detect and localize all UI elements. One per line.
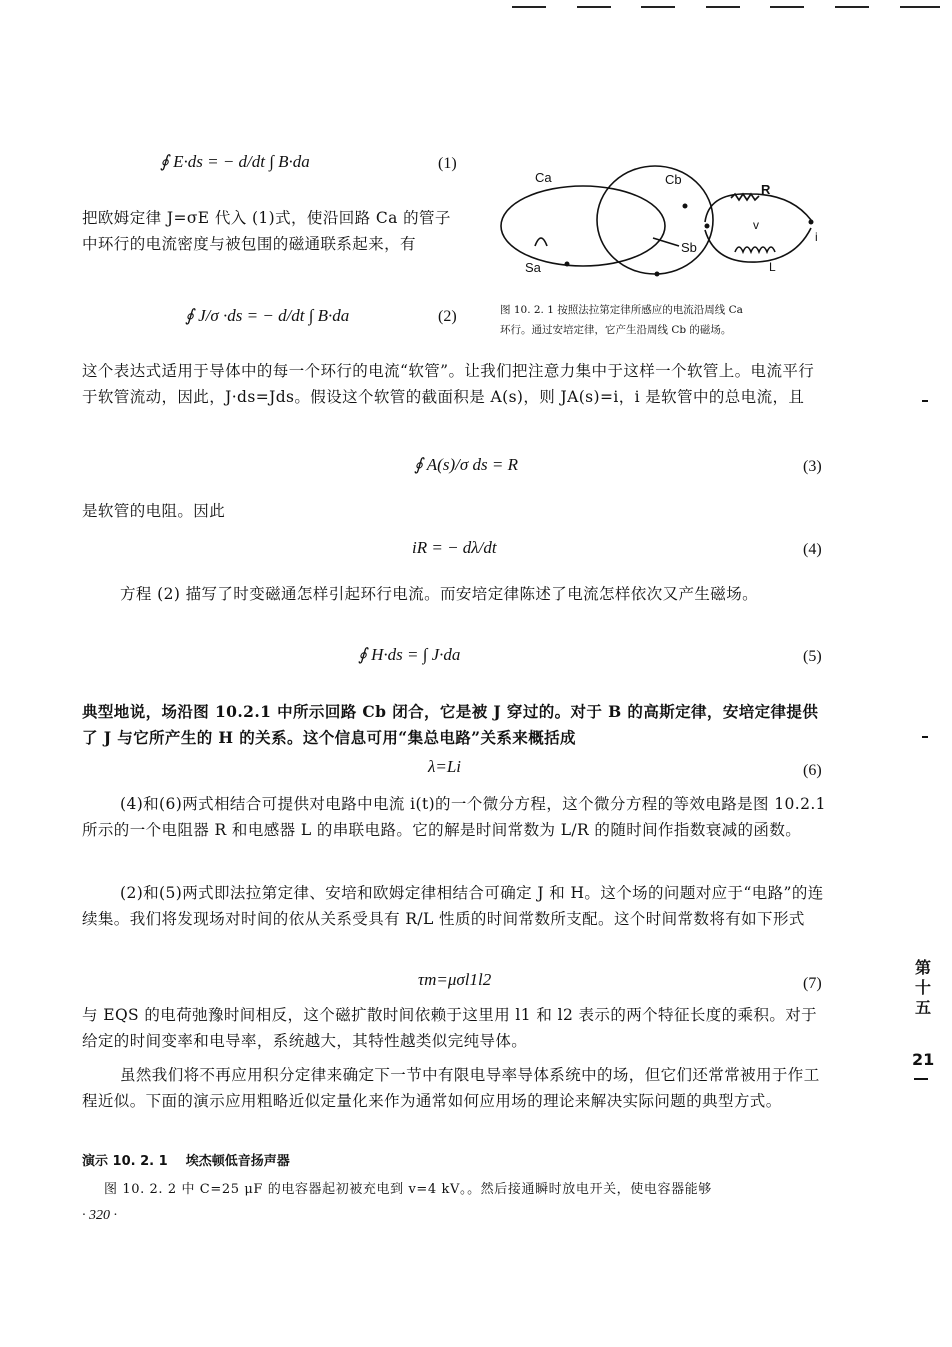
demo-text: 图 10. 2. 2 中 C=25 μF 的电容器起初被充电到 v=4 kV。。然后接通瞬时放电开关，使电容器能够 (104, 1182, 712, 1197)
page-number: · 320 · (82, 1208, 117, 1223)
paragraph-4: 方程 (2) 描写了时变磁通怎样引起环行电流。而安培定律陈述了电流怎样依次又产生磁场。 (120, 585, 759, 603)
equation-1-number: (1) (438, 155, 457, 172)
label-ca: Ca (535, 170, 552, 185)
chapter-number: 21 (912, 1050, 935, 1069)
paragraph-3: 是软管的电阻。因此 (82, 502, 226, 520)
equation-2: ∮ J/σ ·ds = − d/dt ∫ B·da (185, 306, 350, 325)
paragraph-7: (2)和(5)两式即法拉第定律、安培和欧姆定律相结合可确定 J 和 H。这个场的问题对应于“电路”的连续集。我们将发现场对时间的依从关系受具有 R/L 性质的时间常数所支配。这个时间常数将有如下形式 (82, 884, 824, 928)
contour-cb-circle (597, 166, 713, 274)
paragraph-6: (4)和(6)两式相结合可提供对电路中电流 i(t)的一个微分方程，这个微分方程的等效电路是图 10.2.1 所示的一个电阻器 R 和电感器 L 的串联电路。它的解是时间常数为 L/R 的随时间作指数衰减的函数。 (82, 795, 826, 839)
paragraph-1: 把欧姆定律 J=σE 代入 (1)式，使沿回路 Ca 的管子中环行的电流密度与被包围的磁通联系起来，有 (82, 209, 451, 253)
equation-6-number: (6) (803, 762, 822, 779)
label-r: R (761, 182, 771, 197)
label-l: L (769, 260, 776, 274)
inductor-coil (735, 247, 775, 252)
demo-heading: 演示 10. 2. 1 埃杰顿低音扬声器 (82, 1154, 290, 1169)
equation-4: iR = − dλ/dt (412, 538, 497, 557)
resistor-zigzag (731, 194, 759, 200)
margin-mark (922, 400, 928, 402)
paragraph-9: 虽然我们将不再应用积分定律来确定下一节中有限电导率导体系统中的场，但它们还常常被用于作工程近似。下面的演示应用粗略近似定量化来作为通常如何应用场的理论来解决实际问题的典型方式。 (82, 1066, 820, 1110)
label-cb: Cb (665, 172, 682, 187)
top-rule (770, 6, 804, 8)
contour-ca-ellipse (501, 186, 665, 266)
surface-sb-leader (653, 238, 679, 246)
figure-caption (500, 300, 830, 340)
top-rule (577, 6, 611, 8)
label-sb: Sb (681, 240, 697, 255)
top-rule (706, 6, 740, 8)
margin-mark (922, 736, 928, 738)
equation-7-number: (7) (803, 975, 822, 992)
figure-10-2-1 (495, 160, 830, 285)
equation-4-number: (4) (803, 541, 822, 558)
equation-2-number: (2) (438, 308, 457, 325)
side-rule (914, 1078, 928, 1080)
label-i: i (815, 230, 818, 244)
equation-7: τm=μσl1l2 (418, 970, 492, 989)
equation-3: ∮ A(s)/σ ds = R (414, 455, 518, 474)
top-rule (512, 6, 546, 8)
label-v: v (753, 218, 759, 232)
equation-5-number: (5) (803, 648, 822, 665)
top-rule (900, 6, 940, 8)
caption-line-2: 环行。通过安培定律，它产生沿周线 Cb 的磁场。 (500, 324, 732, 336)
paragraph-2: 这个表达式适用于导体中的每一个环行的电流“软管”。让我们把注意力集中于这样一个软管上。电流平行于软管流动，因此，J·ds=Jds。假设这个软管的截面积是 A(s)，则 JA(s)=i，i 是软管中的总电流，且 (82, 362, 815, 406)
top-rule (641, 6, 675, 8)
equation-5: ∮ H·ds = ∫ J·da (358, 645, 461, 664)
top-rule (835, 6, 869, 8)
paragraph-8: 与 EQS 的电荷弛豫时间相反，这个磁扩散时间依赖于这里用 l1 和 l2 表示的两个特征长度的乘积。对于给定的时间变率和电导率，系统越大，其特性越类似完纯导体。 (82, 1006, 818, 1050)
paragraph-5: 典型地说，场沿图 10.2.1 中所示回路 Cb 闭合，它是被 J 穿过的。对于 B 的高斯定律，安培定律提供了 J 与它所产生的 H 的关系。这个信息可用“集总电路”关系来概括成 (82, 702, 819, 747)
caption-line-1: 图 10. 2. 1 按照法拉第定律所感应的电流沿周线 Ca (500, 304, 743, 316)
label-sa: Sa (525, 260, 541, 275)
equation-1: ∮ E·ds = − d/dt ∫ B·da (160, 152, 310, 171)
equation-3-number: (3) (803, 458, 822, 475)
equation-6: λ=Li (428, 757, 462, 776)
resistor-loop-bottom (705, 228, 811, 262)
chapter-tab: 第十五 (914, 958, 931, 1017)
surface-sa-hatch (535, 238, 547, 246)
